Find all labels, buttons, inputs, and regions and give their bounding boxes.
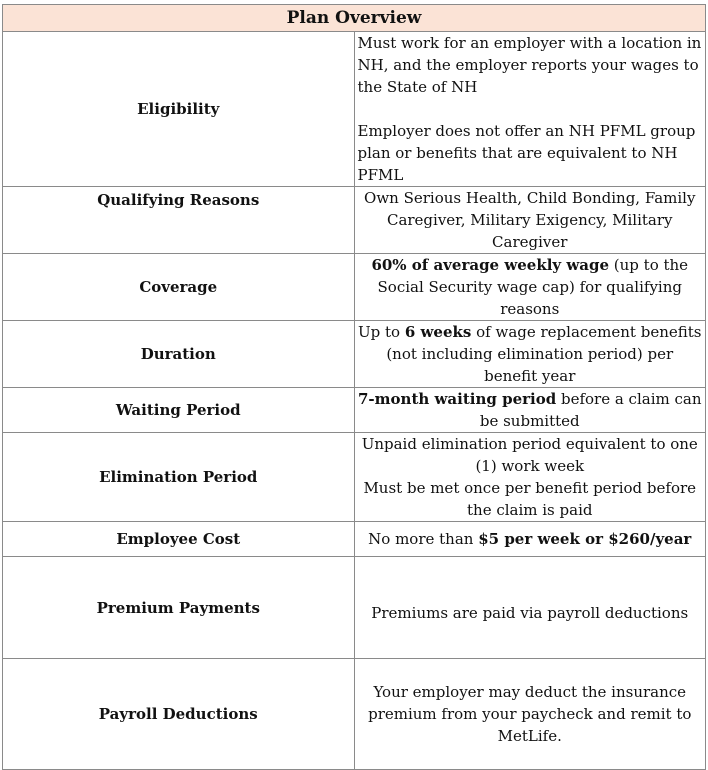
elimination-line-2: Must be met once per benefit period before the claim is paid xyxy=(363,479,697,519)
plan-overview-table xyxy=(2,4,706,770)
row-label-eligibility: Eligibility xyxy=(3,32,355,187)
waiting-bold: 7-month waiting period xyxy=(358,390,557,408)
table-row xyxy=(3,321,706,388)
row-label-premium: Premium Payments xyxy=(3,557,355,659)
row-label-coverage: Coverage xyxy=(3,254,355,321)
row-value-eligibility xyxy=(354,32,706,187)
table-row xyxy=(3,557,706,659)
row-label-qualifying: Qualifying Reasons xyxy=(3,187,355,254)
row-label-payroll: Payroll Deductions xyxy=(3,659,355,770)
row-label-cost: Employee Cost xyxy=(3,522,355,557)
elimination-line-1: Unpaid elimination period equivalent to one (1) work week xyxy=(361,435,698,475)
row-value-elimination xyxy=(354,433,706,522)
duration-pre: Up to xyxy=(358,323,405,341)
row-label-waiting: Waiting Period xyxy=(3,388,355,433)
row-value-coverage xyxy=(354,254,706,321)
duration-post: of wage replacement benefits (not including elimination period) per benefit year xyxy=(386,323,702,385)
table-row xyxy=(3,522,706,557)
cost-pre: No more than xyxy=(368,530,479,548)
table-title: Plan Overview xyxy=(3,5,706,32)
table-row xyxy=(3,659,706,770)
table-row xyxy=(3,388,706,433)
coverage-rest: (up to the Social Security wage cap) for qualifying reasons xyxy=(377,256,689,318)
row-value-waiting xyxy=(354,388,706,433)
row-value-duration xyxy=(354,321,706,388)
table-header-row xyxy=(3,5,706,32)
table-row xyxy=(3,254,706,321)
row-value-payroll: Your employer may deduct the insurance premium from your paycheck and remit to MetLife. xyxy=(354,659,706,770)
row-value-cost xyxy=(354,522,706,557)
duration-bold: 6 weeks xyxy=(404,323,472,341)
eligibility-paragraph-2: Employer does not offer an NH PFML group plan or benefits that are equivalent to NH PFML xyxy=(357,122,696,184)
row-value-premium: Premiums are paid via payroll deductions xyxy=(354,557,706,659)
table-row xyxy=(3,433,706,522)
row-value-qualifying: Own Serious Health, Child Bonding, Family Caregiver, Military Exigency, Military Caregiver xyxy=(354,187,706,254)
eligibility-paragraph-1: Must work for an employer with a location in NH, and the employer reports your wages to the State of NH xyxy=(357,34,702,96)
coverage-bold: 60% of average weekly wage xyxy=(371,256,610,274)
table-row xyxy=(3,32,706,187)
table-row xyxy=(3,187,706,254)
row-label-elimination: Elimination Period xyxy=(3,433,355,522)
waiting-rest: before a claim can be submitted xyxy=(479,390,702,430)
cost-bold: $5 per week or $260/year xyxy=(478,530,692,548)
row-label-duration: Duration xyxy=(3,321,355,388)
